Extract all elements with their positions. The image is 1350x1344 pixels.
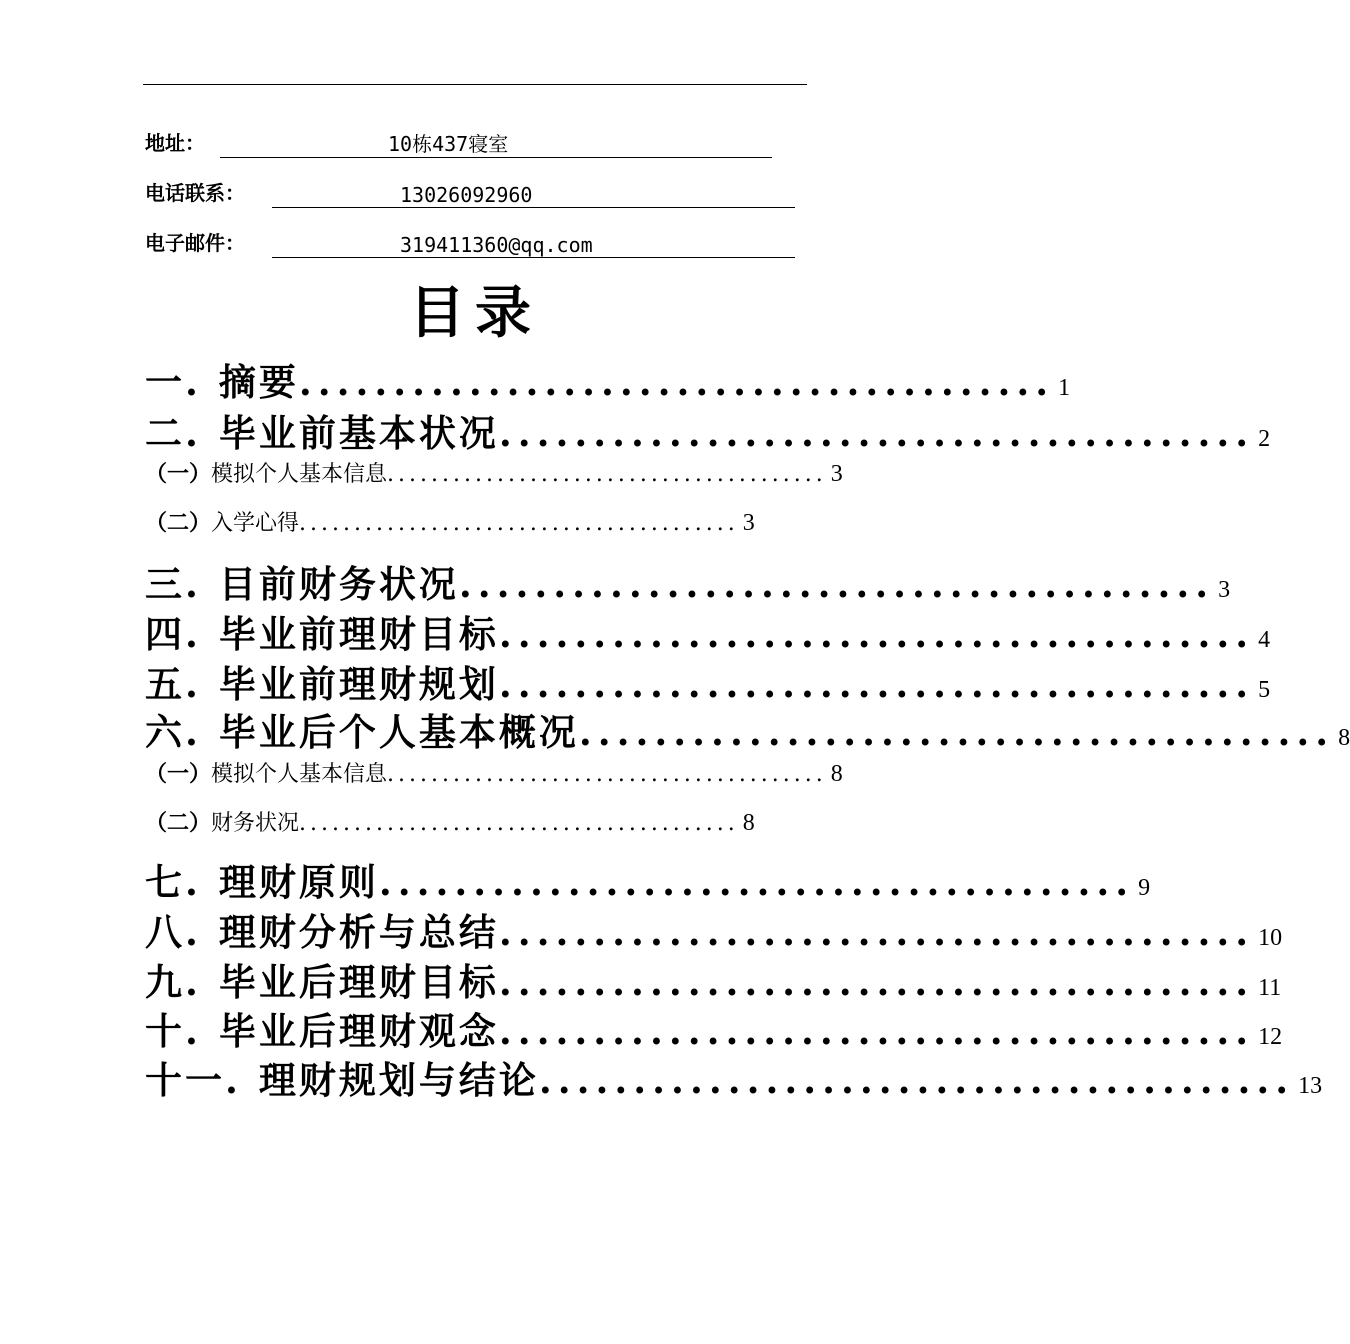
toc-entry-title: 毕业前理财目标 xyxy=(218,612,499,656)
toc-title: 目录 xyxy=(409,280,541,346)
toc-entry-number: （二） xyxy=(145,511,212,536)
header-rule xyxy=(143,84,807,85)
toc-entry-number: 八. xyxy=(145,910,201,954)
toc-leader-dots: ........................................ xyxy=(298,360,1055,404)
toc-entry-number: （一） xyxy=(145,762,212,787)
toc-entry-title: 理财原则 xyxy=(218,860,379,904)
toc-entry[interactable] xyxy=(145,902,1283,954)
toc-leader-dots: ........................................ xyxy=(498,1009,1255,1053)
toc-entry-title: 理财规划与结论 xyxy=(258,1058,539,1102)
toc-entry-number: 一. xyxy=(145,360,201,404)
phone-row xyxy=(145,178,800,210)
toc-entry-number: 五. xyxy=(145,662,201,706)
toc-entry-title: 模拟个人基本信息 xyxy=(211,462,388,487)
toc-page-number: 12 xyxy=(1258,1024,1283,1050)
toc-entry[interactable] xyxy=(145,604,1271,656)
toc-entry[interactable] xyxy=(145,554,1231,606)
toc-leader-dots: ........................................ xyxy=(498,910,1255,954)
toc-entry-title: 财务状况 xyxy=(211,811,300,836)
toc-entry-number: 三. xyxy=(145,562,201,606)
toc-entry-title: 毕业前基本状况 xyxy=(218,411,499,455)
toc-entry-number: 二. xyxy=(145,411,201,455)
toc-page-number: 9 xyxy=(1138,875,1151,901)
toc-entry-title: 毕业后个人基本概况 xyxy=(218,710,579,754)
toc-entry[interactable] xyxy=(145,457,843,493)
phone-value: 13026092960 xyxy=(400,183,533,207)
toc-entry[interactable] xyxy=(145,757,843,793)
email-value: 319411360@qq.com xyxy=(400,233,593,257)
toc-entry-number: 九. xyxy=(145,960,201,1004)
toc-entry-number: 十一. xyxy=(145,1058,241,1102)
toc-page-number: 8 xyxy=(1338,725,1350,751)
toc-entry-number: 六. xyxy=(145,710,201,754)
email-label: 电子邮件： xyxy=(145,231,245,255)
toc-leader-dots: ........................................ xyxy=(299,811,739,836)
toc-leader-dots: ........................................ xyxy=(498,960,1255,1004)
toc-page-number: 4 xyxy=(1258,627,1271,653)
toc-page-number: 8 xyxy=(742,810,755,836)
toc-entry[interactable] xyxy=(145,506,765,542)
toc-entry-title: 毕业后理财目标 xyxy=(218,960,499,1004)
toc-entry-number: （一） xyxy=(145,462,212,487)
toc-page-number: 5 xyxy=(1258,677,1271,703)
toc-leader-dots: ........................................ xyxy=(387,762,827,787)
toc-page-number: 2 xyxy=(1258,426,1271,452)
toc-page-number: 10 xyxy=(1258,925,1283,951)
address-label: 地址： xyxy=(145,131,205,155)
toc-entry-title: 摘要 xyxy=(218,360,299,404)
toc-page-number: 3 xyxy=(830,461,843,487)
toc-entry-title: 毕业后理财观念 xyxy=(218,1009,499,1053)
toc-page-number: 13 xyxy=(1298,1073,1323,1099)
toc-page-number: 1 xyxy=(1058,375,1071,401)
toc-leader-dots: ........................................ xyxy=(498,612,1255,656)
toc-entry-number: 四. xyxy=(145,612,201,656)
toc-page-number: 3 xyxy=(1218,577,1231,603)
toc-entry[interactable] xyxy=(145,654,1271,706)
toc-leader-dots: ........................................ xyxy=(538,1058,1295,1102)
toc-page-number: 11 xyxy=(1258,975,1282,1001)
toc-entry-title: 目前财务状况 xyxy=(218,562,459,606)
toc-entry-title: 入学心得 xyxy=(211,511,300,536)
toc-entry-number: （二） xyxy=(145,811,212,836)
phone-field-underline xyxy=(272,179,795,208)
email-row xyxy=(145,228,800,260)
toc-page-number: 3 xyxy=(742,510,755,536)
phone-label: 电话联系： xyxy=(145,181,245,205)
toc-leader-dots: ........................................ xyxy=(387,462,827,487)
toc-leader-dots: ........................................ xyxy=(498,662,1255,706)
toc-entry-number: 十. xyxy=(145,1009,201,1053)
toc-entry[interactable] xyxy=(145,352,1071,404)
toc-entry[interactable] xyxy=(145,852,1151,904)
toc-entry-title: 模拟个人基本信息 xyxy=(211,762,388,787)
toc-page-number: 8 xyxy=(830,761,843,787)
toc-leader-dots: ........................................ xyxy=(458,562,1215,606)
toc-leader-dots: ........................................ xyxy=(299,511,739,536)
toc-entry-title: 毕业前理财规划 xyxy=(218,662,499,706)
address-row xyxy=(145,128,775,160)
toc-entry[interactable] xyxy=(145,806,765,842)
toc-entry[interactable] xyxy=(145,702,1350,754)
toc-leader-dots: ........................................ xyxy=(498,411,1255,455)
toc-entry[interactable] xyxy=(145,952,1282,1004)
address-value: 10栋437寝室 xyxy=(388,132,509,156)
toc-leader-dots: ........................................ xyxy=(378,860,1135,904)
toc-leader-dots: ........................................ xyxy=(578,710,1335,754)
toc-entry[interactable] xyxy=(145,1050,1323,1102)
toc-entry[interactable] xyxy=(145,403,1271,455)
toc-entry[interactable] xyxy=(145,1001,1283,1053)
toc-entry-number: 七. xyxy=(145,860,201,904)
toc-entry-title: 理财分析与总结 xyxy=(218,910,499,954)
